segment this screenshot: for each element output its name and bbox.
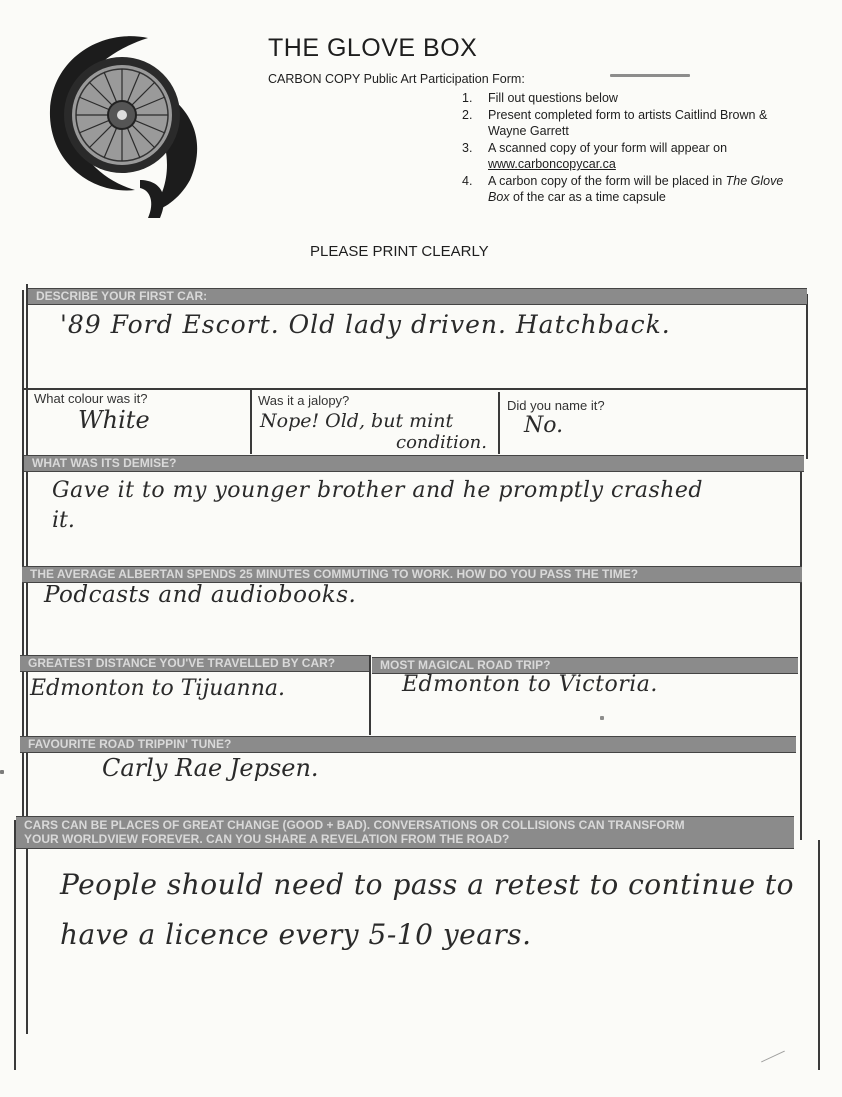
form-border-right-2 — [800, 460, 802, 840]
row-divider — [24, 388, 806, 390]
answer-demise-line2: it. — [52, 508, 75, 533]
print-clearly-heading: PLEASE PRINT CLEARLY — [310, 243, 489, 260]
answer-name: No. — [524, 413, 564, 438]
scan-artifact — [600, 716, 604, 720]
section-header-commute: THE AVERAGE ALBERTAN SPENDS 25 MINUTES COMMUTING TO WORK. HOW DO YOU PASS THE TIME? — [22, 566, 802, 583]
section-header-tune: FAVOURITE ROAD TRIPPIN' TUNE? — [20, 736, 796, 753]
column-divider — [369, 655, 371, 735]
instruction-item: 2. Present completed form to artists Caitlind Brown & Wayne Garrett — [462, 107, 768, 138]
page-title: THE GLOVE BOX — [268, 34, 478, 62]
instruction-item: 4. A carbon copy of the form will be placed in The Glove Box of the car as a time capsule — [462, 173, 784, 204]
section-header-magical: MOST MAGICAL ROAD TRIP? — [372, 657, 798, 674]
label-name: Did you name it? — [507, 398, 605, 413]
column-divider — [498, 392, 500, 454]
form-border-left-lower — [14, 820, 16, 1070]
answer-tune: Carly Rae Jepsen. — [102, 754, 319, 782]
section-header-revelation: CARS CAN BE PLACES OF GREAT CHANGE (GOOD + BAD). CONVERSATIONS OR COLLISIONS CAN TRANSFORM YOUR WORLDVIEW FOREVER. CAN YOU SHARE A REVELATION FROM THE ROAD? — [16, 816, 794, 849]
scan-artifact — [0, 770, 4, 774]
section-header-distance: GREATEST DISTANCE YOU'VE TRAVELLED BY CAR? — [20, 655, 370, 672]
instruction-item: 3. A scanned copy of your form will appear on www.carboncopycar.ca — [462, 140, 728, 171]
form-subtitle: CARBON COPY Public Art Participation Form: — [268, 72, 525, 86]
answer-revelation-line2: have a licence every 5-10 years. — [60, 918, 532, 951]
answer-jalopy-line2: condition. — [396, 432, 487, 453]
website-link[interactable]: www.carboncopycar.ca — [488, 157, 616, 171]
form-border-right — [806, 294, 808, 459]
instruction-item: 1. Fill out questions below — [462, 91, 618, 105]
label-colour: What colour was it? — [34, 391, 148, 406]
wheel-logo-icon — [40, 30, 205, 220]
answer-first-car: '89 Ford Escort. Old lady driven. Hatchback. — [60, 310, 671, 339]
label-jalopy: Was it a jalopy? — [258, 393, 350, 408]
answer-magical: Edmonton to Victoria. — [402, 672, 658, 697]
scan-artifact — [761, 1051, 785, 1063]
column-divider — [250, 390, 252, 454]
section-header-demise: WHAT WAS ITS DEMISE? — [24, 455, 804, 472]
answer-colour: White — [78, 406, 150, 434]
section-header-first-car: DESCRIBE YOUR FIRST CAR: — [28, 288, 807, 305]
answer-demise-line1: Gave it to my younger brother and he promptly crashed — [52, 478, 704, 503]
answer-revelation-line1: People should need to pass a retest to continue to — [60, 868, 795, 901]
form-border-right-3 — [818, 840, 820, 1070]
answer-jalopy-line1: Nope! Old, but mint — [260, 410, 454, 432]
answer-distance: Edmonton to Tijuanna. — [30, 676, 286, 701]
scan-artifact — [610, 74, 690, 77]
instructions-list — [462, 90, 802, 206]
answer-commute: Podcasts and audiobooks. — [44, 582, 357, 608]
